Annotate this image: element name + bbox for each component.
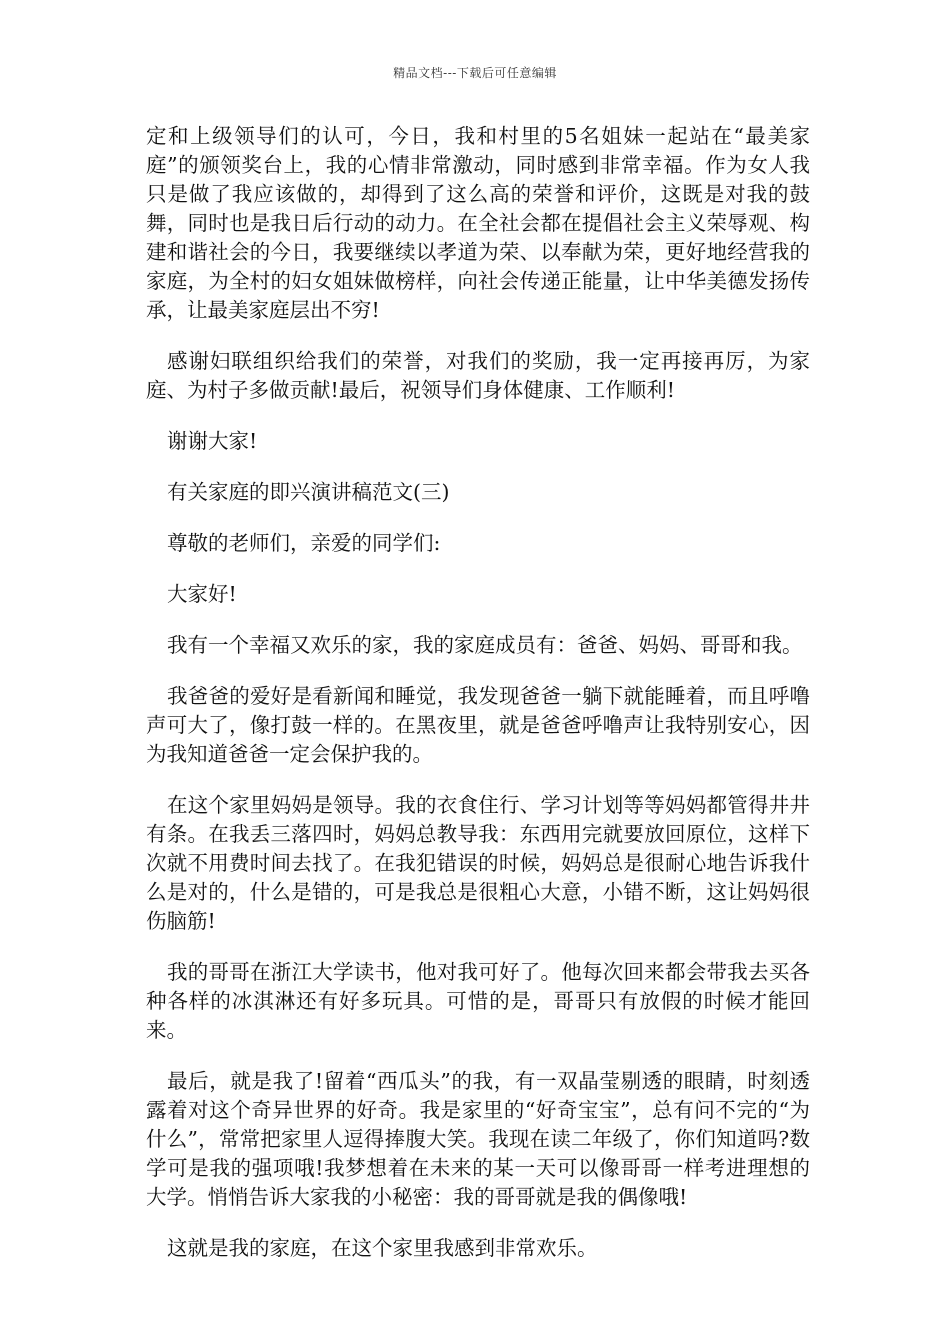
paragraph: 我的哥哥在浙江大学读书，他对我可好了。他每次回来都会带我去买各种各样的冰淇淋还有好多玩具。可惜的是，哥哥只有放假的时候才能回来。 [146,960,810,1042]
paragraph: 谢谢大家! [167,429,258,453]
paragraph: 我有一个幸福又欢乐的家，我的家庭成员有：爸爸、妈妈、哥哥和我。 [167,633,803,657]
section-title: 有关家庭的即兴演讲稿范文(三) [167,480,450,504]
page-header: 精品文档---下载后可任意编辑 [393,66,557,80]
document-body [146,122,810,1285]
paragraph: 这就是我的家庭，在这个家里我感到非常欢乐。 [167,1236,598,1260]
paragraph: 在这个家里妈妈是领导。我的衣食住行、学习计划等等妈妈都管得井井有条。在我丢三落四时，妈妈总教导我：东西用完就要放回原位，这样下次就不用费时间去找了。在我犯错误的时候，妈妈总是很耐心地告诉我什么是对的，什么是错的，可是我总是很粗心大意，小错不断，这让妈妈很伤脑筋! [146,793,810,933]
paragraph: 感谢妇联组织给我们的荣誉，对我们的奖励，我一定再接再厉，为家庭、为村子多做贡献!最后，祝领导们身体健康、工作顺利! [146,349,810,402]
paragraph: 我爸爸的爱好是看新闻和睡觉，我发现爸爸一躺下就能睡着，而且呼噜声可大了，像打鼓一样的。在黑夜里，就是爸爸呼噜声让我特别安心，因为我知道爸爸一定会保护我的。 [146,684,810,766]
paragraph: 定和上级领导们的认可，今日，我和村里的5名姐妹一起站在“最美家庭”的颁领奖台上，我的心情非常激动，同时感到非常幸福。作为女人我只是做了我应该做的，却得到了这么高的荣誉和评价，这既是对我的鼓舞，同时也是我日后行动的动力。在全社会都在提倡社会主义荣辱观、构建和谐社会的今日，我要继续以孝道为荣、以奉献为荣，更好地经营我的家庭，为全村的妇女姐妹做榜样，向社会传递正能量，让中华美德发扬传承，让最美家庭层出不穷! [146,124,810,322]
paragraph: 最后，就是我了!留着“西瓜头”的我，有一双晶莹剔透的眼睛，时刻透露着对这个奇异世界的好奇。我是家里的“好奇宝宝”，总有问不完的“为什么”，常常把家里人逗得捧腹大笑。我现在读二年级了，你们知道吗?数学可是我的强项哦!我梦想着在未来的某一天可以像哥哥一样考进理想的大学。悄悄告诉大家我的小秘密：我的哥哥就是我的偶像哦! [146,1069,810,1209]
salutation: 尊敬的老师们，亲爱的同学们: [167,531,441,555]
greeting: 大家好! [167,582,237,606]
